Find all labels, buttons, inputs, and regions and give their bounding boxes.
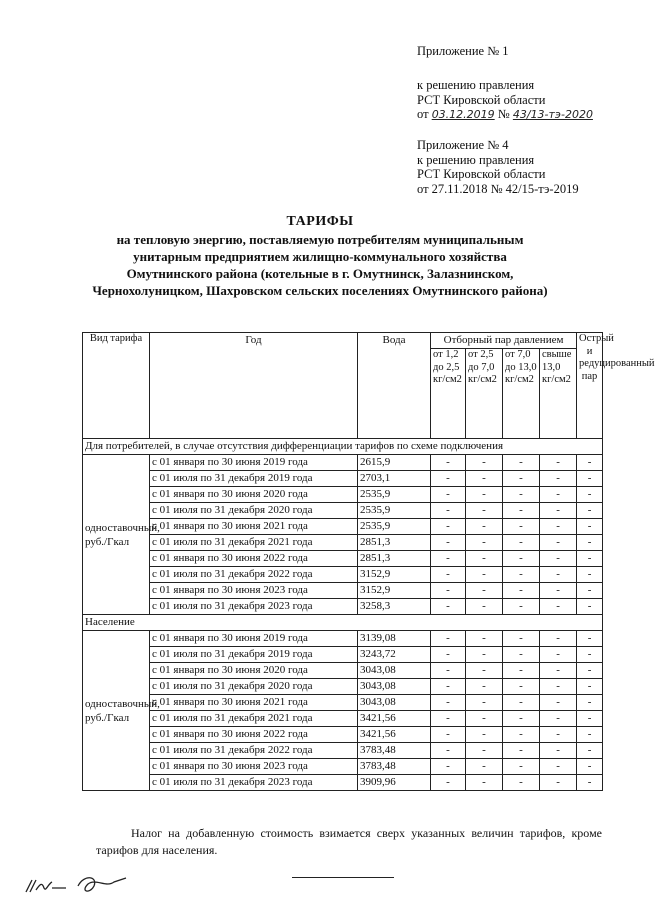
header-sharp-steam: Острый и редуцированный пар bbox=[577, 333, 603, 439]
table-row bbox=[83, 519, 603, 535]
table-row bbox=[83, 503, 603, 519]
sharp-steam-cell: - bbox=[577, 503, 603, 519]
steam-3-cell: - bbox=[503, 711, 540, 727]
steam-4-cell: - bbox=[540, 695, 577, 711]
steam-2-cell: - bbox=[466, 631, 503, 647]
table-row bbox=[83, 727, 603, 743]
water-cell: 3152,9 bbox=[358, 567, 431, 583]
table-row bbox=[83, 535, 603, 551]
steam-3-cell: - bbox=[503, 647, 540, 663]
sharp-steam-cell: - bbox=[577, 695, 603, 711]
period-cell: с 01 января по 30 июня 2023 года bbox=[150, 583, 358, 599]
steam-3-cell: - bbox=[503, 471, 540, 487]
table-row bbox=[83, 775, 603, 791]
decision-4-line3: от 27.11.2018 № 42/15-тэ-2019 bbox=[417, 181, 579, 196]
period-cell: с 01 июля по 31 декабря 2022 года bbox=[150, 743, 358, 759]
sharp-steam-cell: - bbox=[577, 759, 603, 775]
steam-3-cell: - bbox=[503, 599, 540, 615]
water-cell: 2851,3 bbox=[358, 551, 431, 567]
period-cell: с 01 июля по 31 декабря 2019 года bbox=[150, 471, 358, 487]
steam-2-cell: - bbox=[466, 471, 503, 487]
period-cell: с 01 января по 30 июня 2022 года bbox=[150, 727, 358, 743]
header-steam: Отборный пар давлением bbox=[431, 333, 577, 349]
tariff-table bbox=[82, 332, 655, 791]
steam-3-cell: - bbox=[503, 759, 540, 775]
steam-1-cell: - bbox=[431, 695, 466, 711]
header-steam-2: от 2,5 до 7,0 кг/см2 bbox=[466, 349, 503, 439]
steam-2-cell: - bbox=[466, 455, 503, 471]
water-cell: 3909,96 bbox=[358, 775, 431, 791]
table-row bbox=[83, 599, 603, 615]
sharp-steam-cell: - bbox=[577, 471, 603, 487]
sharp-steam-cell: - bbox=[577, 631, 603, 647]
table-row bbox=[83, 631, 603, 647]
table-row bbox=[83, 663, 603, 679]
steam-3-cell: - bbox=[503, 631, 540, 647]
steam-1-cell: - bbox=[431, 567, 466, 583]
steam-2-cell: - bbox=[466, 519, 503, 535]
steam-4-cell: - bbox=[540, 471, 577, 487]
period-cell: с 01 января по 30 июня 2020 года bbox=[150, 663, 358, 679]
steam-4-cell: - bbox=[540, 775, 577, 791]
sharp-steam-cell: - bbox=[577, 487, 603, 503]
water-cell: 3152,9 bbox=[358, 583, 431, 599]
steam-4-cell: - bbox=[540, 519, 577, 535]
decision-1-number: 43/13-тэ-2020 bbox=[512, 108, 593, 121]
steam-3-cell: - bbox=[503, 743, 540, 759]
steam-1-cell: - bbox=[431, 631, 466, 647]
tariff-type-cell: одноставочный, руб./Гкал bbox=[83, 631, 150, 791]
water-cell: 2615,9 bbox=[358, 455, 431, 471]
appendix-4-block bbox=[417, 138, 579, 196]
steam-1-cell: - bbox=[431, 647, 466, 663]
steam-3-cell: - bbox=[503, 535, 540, 551]
decision-1-no: № bbox=[497, 107, 510, 121]
water-cell: 3258,3 bbox=[358, 599, 431, 615]
steam-2-cell: - bbox=[466, 503, 503, 519]
steam-1-cell: - bbox=[431, 743, 466, 759]
vat-note bbox=[96, 825, 602, 859]
steam-2-cell: - bbox=[466, 711, 503, 727]
steam-2-cell: - bbox=[466, 663, 503, 679]
steam-4-cell: - bbox=[540, 647, 577, 663]
period-cell: с 01 января по 30 июня 2021 года bbox=[150, 519, 358, 535]
sharp-steam-cell: - bbox=[577, 583, 603, 599]
table-row bbox=[83, 647, 603, 663]
title-main: ТАРИФЫ bbox=[286, 214, 354, 229]
steam-3-cell: - bbox=[503, 679, 540, 695]
period-cell: с 01 июля по 31 декабря 2019 года bbox=[150, 647, 358, 663]
steam-3-cell: - bbox=[503, 519, 540, 535]
steam-4-cell: - bbox=[540, 535, 577, 551]
steam-2-cell: - bbox=[466, 775, 503, 791]
steam-1-cell: - bbox=[431, 679, 466, 695]
steam-4-cell: - bbox=[540, 679, 577, 695]
decision-1-ot: от bbox=[417, 107, 429, 121]
steam-3-cell: - bbox=[503, 551, 540, 567]
steam-3-cell: - bbox=[503, 695, 540, 711]
period-cell: с 01 января по 30 июня 2022 года bbox=[150, 551, 358, 567]
sharp-steam-cell: - bbox=[577, 455, 603, 471]
header-tariff-type: Вид тарифа bbox=[83, 333, 150, 439]
steam-2-cell: - bbox=[466, 743, 503, 759]
steam-1-cell: - bbox=[431, 455, 466, 471]
sharp-steam-cell: - bbox=[577, 599, 603, 615]
appendix-4-label: Приложение № 4 bbox=[417, 138, 509, 152]
steam-1-cell: - bbox=[431, 759, 466, 775]
steam-3-cell: - bbox=[503, 567, 540, 583]
steam-1-cell: - bbox=[431, 487, 466, 503]
table-row bbox=[83, 695, 603, 711]
water-cell: 3783,48 bbox=[358, 743, 431, 759]
steam-4-cell: - bbox=[540, 727, 577, 743]
steam-3-cell: - bbox=[503, 663, 540, 679]
water-cell: 3243,72 bbox=[358, 647, 431, 663]
appendix-1-label: Приложение № 1 bbox=[417, 44, 509, 58]
period-cell: с 01 июля по 31 декабря 2022 года bbox=[150, 567, 358, 583]
tariff-type-cell: одноставочный, руб./Гкал bbox=[83, 455, 150, 615]
steam-3-cell: - bbox=[503, 455, 540, 471]
decision-1-line1: к решению правления bbox=[417, 78, 535, 92]
header-steam-1: от 1,2 до 2,5 кг/см2 bbox=[431, 349, 466, 439]
table-row bbox=[83, 487, 603, 503]
sharp-steam-cell: - bbox=[577, 775, 603, 791]
water-cell: 3421,56 bbox=[358, 727, 431, 743]
steam-1-cell: - bbox=[431, 551, 466, 567]
water-cell: 2535,9 bbox=[358, 519, 431, 535]
decision-4-line2: РСТ Кировской области bbox=[417, 167, 546, 181]
water-cell: 3139,08 bbox=[358, 631, 431, 647]
steam-1-cell: - bbox=[431, 727, 466, 743]
period-cell: с 01 июля по 31 декабря 2020 года bbox=[150, 503, 358, 519]
steam-1-cell: - bbox=[431, 599, 466, 615]
steam-1-cell: - bbox=[431, 519, 466, 535]
steam-2-cell: - bbox=[466, 567, 503, 583]
steam-4-cell: - bbox=[540, 743, 577, 759]
steam-3-cell: - bbox=[503, 727, 540, 743]
water-cell: 3043,08 bbox=[358, 679, 431, 695]
decision-4-line1: к решению правления bbox=[417, 152, 535, 167]
table-row bbox=[83, 567, 603, 583]
table-row bbox=[83, 583, 603, 599]
sharp-steam-cell: - bbox=[577, 535, 603, 551]
water-cell: 2703,1 bbox=[358, 471, 431, 487]
water-cell: 2535,9 bbox=[358, 503, 431, 519]
signature-scribble bbox=[22, 870, 192, 900]
period-cell: с 01 января по 30 июня 2019 года bbox=[150, 455, 358, 471]
decision-1-date: 03.12.2019 bbox=[431, 108, 495, 121]
table-row bbox=[83, 551, 603, 567]
steam-2-cell: - bbox=[466, 727, 503, 743]
period-cell: с 01 января по 30 июня 2019 года bbox=[150, 631, 358, 647]
steam-4-cell: - bbox=[540, 455, 577, 471]
sharp-steam-cell: - bbox=[577, 679, 603, 695]
steam-3-cell: - bbox=[503, 583, 540, 599]
table-row bbox=[83, 471, 603, 487]
sharp-steam-cell: - bbox=[577, 519, 603, 535]
sharp-steam-cell: - bbox=[577, 663, 603, 679]
table-row bbox=[83, 679, 603, 695]
period-cell: с 01 января по 30 июня 2021 года bbox=[150, 695, 358, 711]
steam-1-cell: - bbox=[431, 711, 466, 727]
steam-1-cell: - bbox=[431, 535, 466, 551]
steam-2-cell: - bbox=[466, 759, 503, 775]
steam-3-cell: - bbox=[503, 503, 540, 519]
steam-1-cell: - bbox=[431, 471, 466, 487]
vat-note-text: Налог на добавленную стоимость взимается сверх указанных величин тарифов, кроме тарифов для населения. bbox=[96, 826, 602, 857]
water-cell: 3043,08 bbox=[358, 695, 431, 711]
header-steam-3: от 7,0 до 13,0 кг/см2 bbox=[503, 349, 540, 439]
period-cell: с 01 июля по 31 декабря 2021 года bbox=[150, 711, 358, 727]
steam-4-cell: - bbox=[540, 599, 577, 615]
section-heading: Для потребителей, в случае отсутствия дифференциации тарифов по схеме подключения bbox=[83, 439, 603, 455]
title-subtitle: на тепловую энергию, поставляемую потребителям муниципальным унитарным предприятием жилищно-коммунального хозяйства Омутнинского района (котельные в г. Омутнинск, Залазнинском, Чернохолуницком, Шахровском сельских поселениях Омутнинского района) bbox=[92, 232, 548, 298]
decision-1-block bbox=[417, 78, 593, 123]
period-cell: с 01 июля по 31 декабря 2020 года bbox=[150, 679, 358, 695]
steam-4-cell: - bbox=[540, 711, 577, 727]
sharp-steam-cell: - bbox=[577, 647, 603, 663]
steam-2-cell: - bbox=[466, 647, 503, 663]
steam-4-cell: - bbox=[540, 759, 577, 775]
period-cell: с 01 июля по 31 декабря 2021 года bbox=[150, 535, 358, 551]
steam-2-cell: - bbox=[466, 599, 503, 615]
table-row bbox=[83, 455, 603, 471]
steam-2-cell: - bbox=[466, 695, 503, 711]
water-cell: 2535,9 bbox=[358, 487, 431, 503]
steam-4-cell: - bbox=[540, 487, 577, 503]
header-steam-4: свыше 13,0 кг/см2 bbox=[540, 349, 577, 439]
period-cell: с 01 января по 30 июня 2020 года bbox=[150, 487, 358, 503]
steam-2-cell: - bbox=[466, 583, 503, 599]
table-row bbox=[83, 759, 603, 775]
water-cell: 3783,48 bbox=[358, 759, 431, 775]
sharp-steam-cell: - bbox=[577, 711, 603, 727]
steam-4-cell: - bbox=[540, 663, 577, 679]
steam-3-cell: - bbox=[503, 775, 540, 791]
header-water: Вода bbox=[358, 333, 431, 439]
period-cell: с 01 июля по 31 декабря 2023 года bbox=[150, 775, 358, 791]
header-year: Год bbox=[150, 333, 358, 439]
steam-1-cell: - bbox=[431, 663, 466, 679]
period-cell: с 01 июля по 31 декабря 2023 года bbox=[150, 599, 358, 615]
water-cell: 3043,08 bbox=[358, 663, 431, 679]
table-row bbox=[83, 711, 603, 727]
steam-1-cell: - bbox=[431, 775, 466, 791]
sharp-steam-cell: - bbox=[577, 743, 603, 759]
period-cell: с 01 января по 30 июня 2023 года bbox=[150, 759, 358, 775]
steam-2-cell: - bbox=[466, 551, 503, 567]
table-row bbox=[83, 743, 603, 759]
steam-4-cell: - bbox=[540, 631, 577, 647]
steam-4-cell: - bbox=[540, 503, 577, 519]
section-heading: Население bbox=[83, 615, 603, 631]
steam-1-cell: - bbox=[431, 583, 466, 599]
decision-1-date-line bbox=[417, 107, 593, 123]
steam-2-cell: - bbox=[466, 535, 503, 551]
sharp-steam-cell: - bbox=[577, 551, 603, 567]
document-title bbox=[90, 213, 550, 299]
steam-3-cell: - bbox=[503, 487, 540, 503]
steam-4-cell: - bbox=[540, 551, 577, 567]
water-cell: 2851,3 bbox=[358, 535, 431, 551]
steam-2-cell: - bbox=[466, 487, 503, 503]
steam-4-cell: - bbox=[540, 567, 577, 583]
signature-line bbox=[292, 877, 394, 878]
steam-1-cell: - bbox=[431, 503, 466, 519]
water-cell: 3421,56 bbox=[358, 711, 431, 727]
steam-2-cell: - bbox=[466, 679, 503, 695]
sharp-steam-cell: - bbox=[577, 727, 603, 743]
steam-4-cell: - bbox=[540, 583, 577, 599]
decision-1-line2: РСТ Кировской области bbox=[417, 92, 546, 107]
sharp-steam-cell: - bbox=[577, 567, 603, 583]
